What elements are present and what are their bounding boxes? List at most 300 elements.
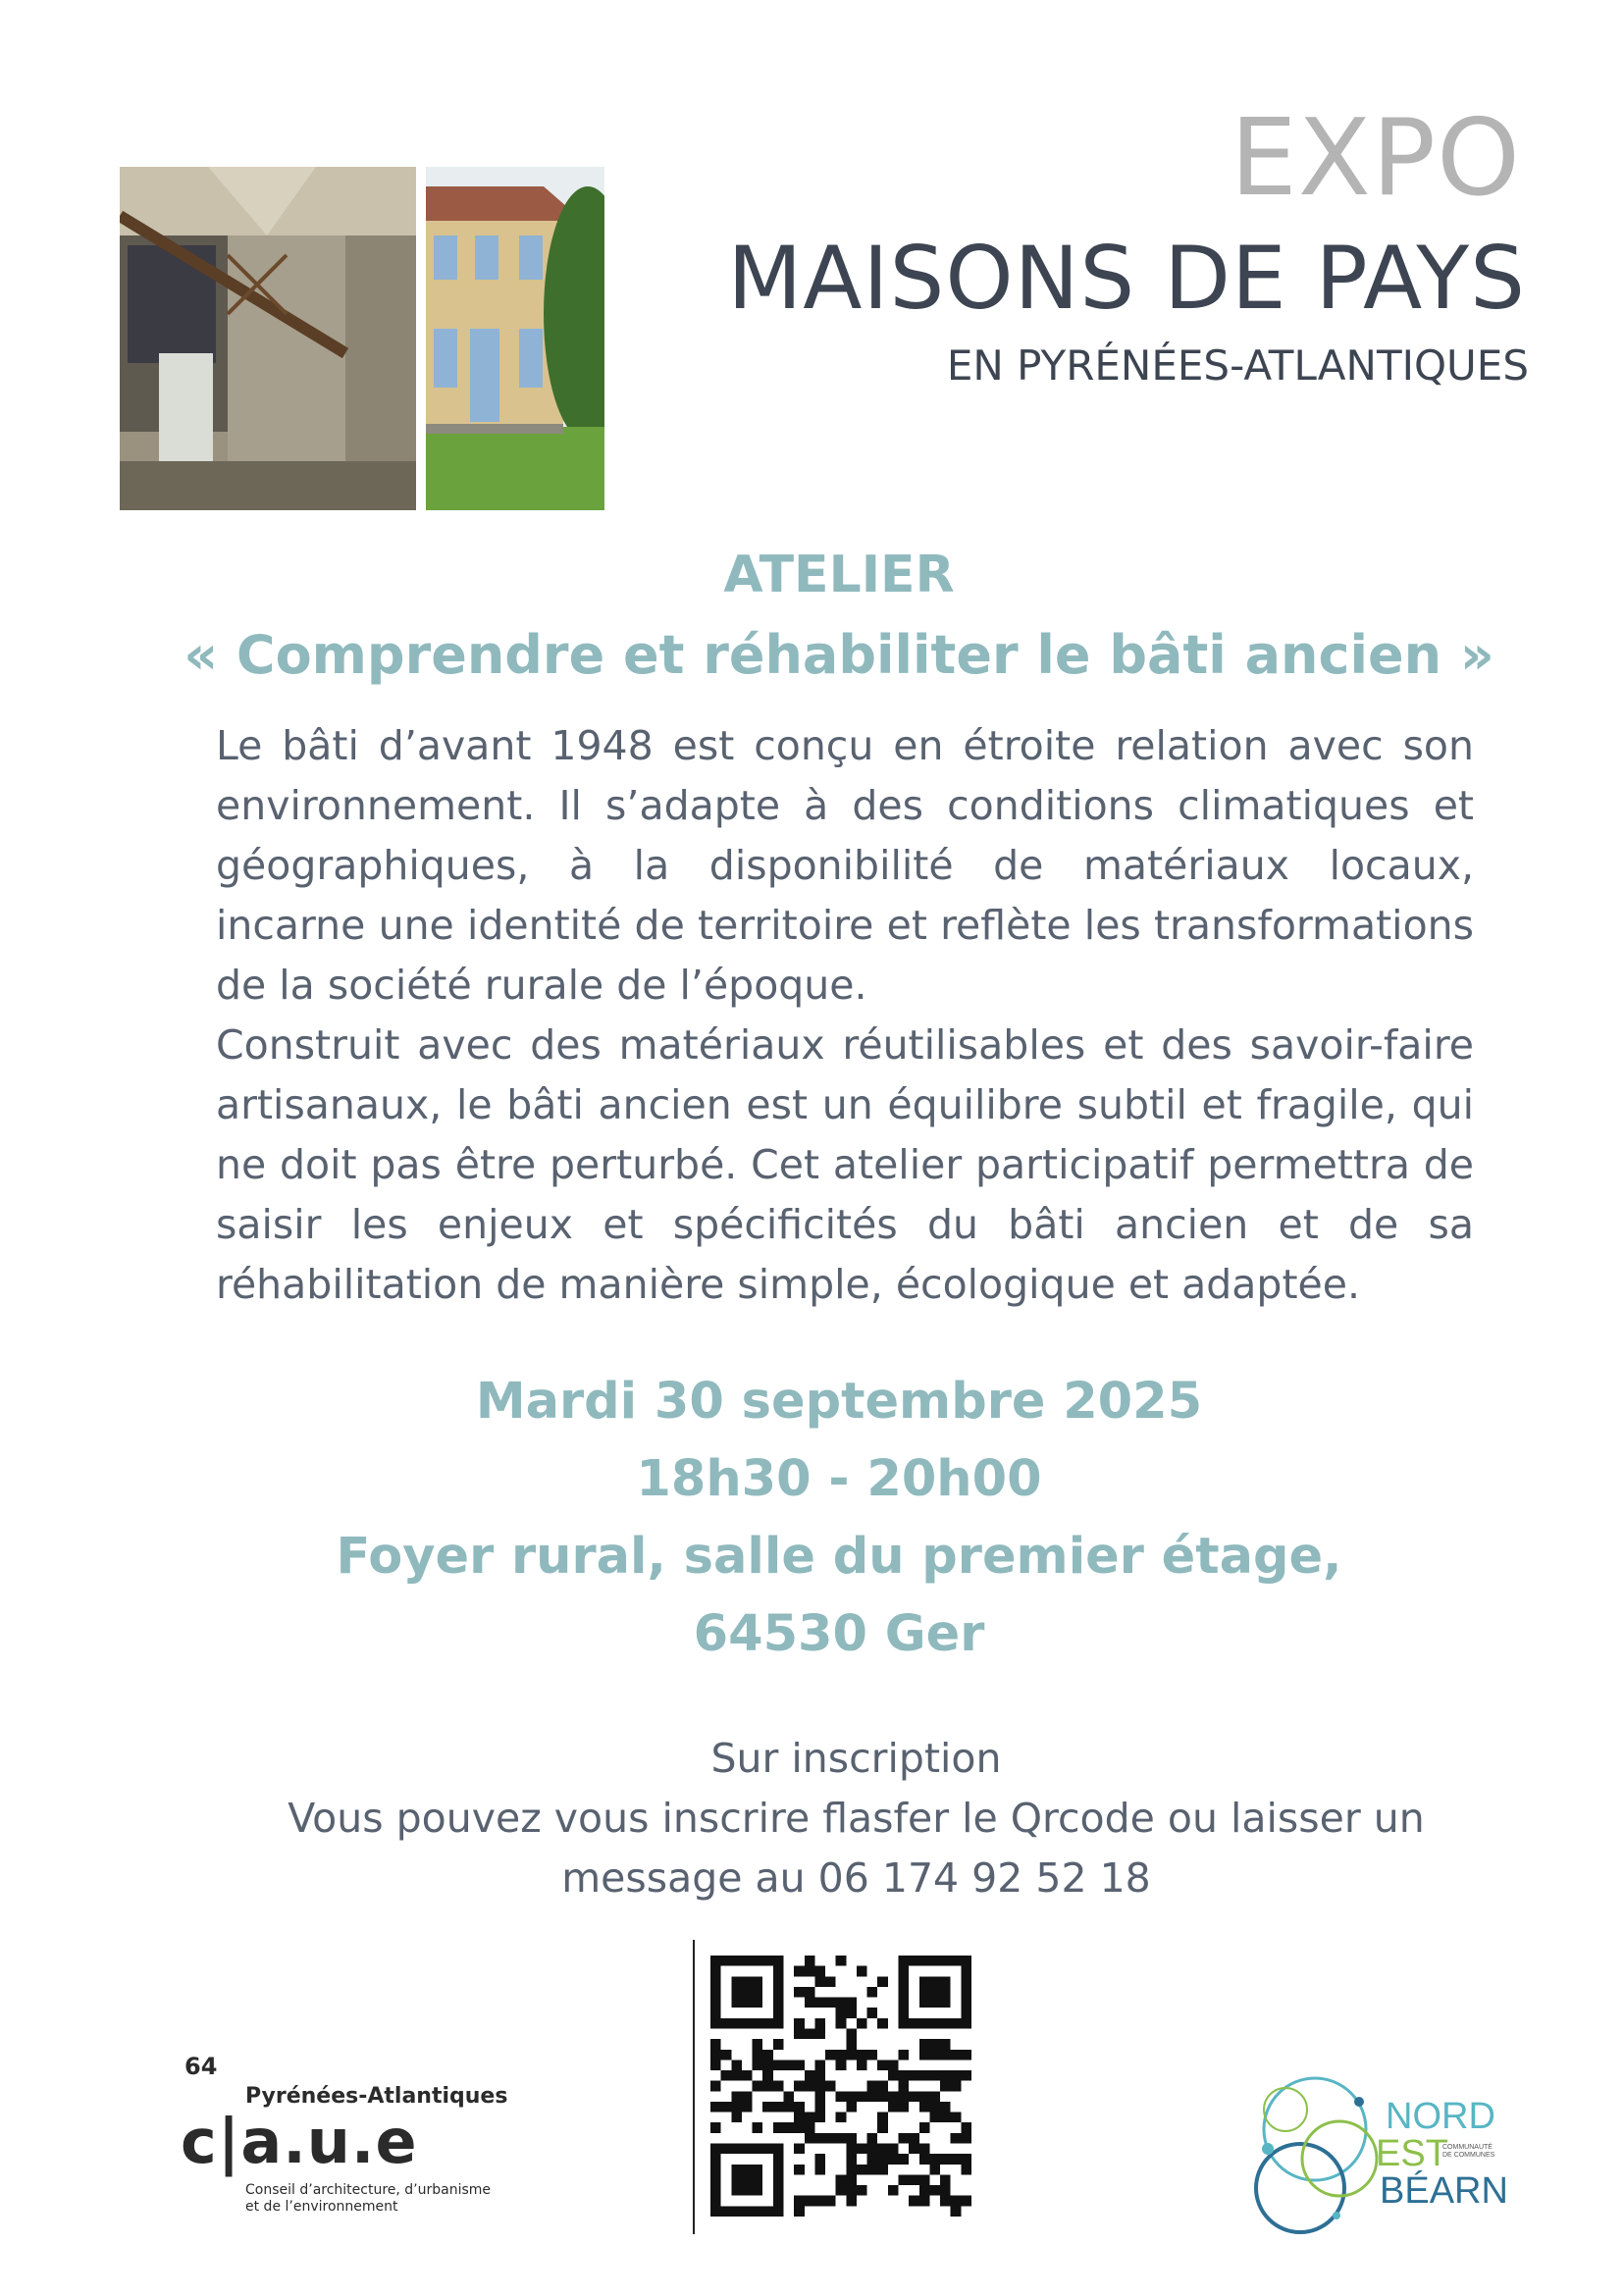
qr-module (940, 2196, 951, 2207)
qr-module (909, 2144, 919, 2155)
qr-module (899, 2050, 910, 2061)
qr-module (731, 2174, 742, 2185)
qr-module (710, 2050, 721, 2061)
qr-module (899, 2081, 910, 2092)
qr-module (929, 2039, 940, 2050)
qr-module (773, 2165, 784, 2175)
qr-module (825, 2133, 836, 2144)
qr-module (877, 2018, 888, 2029)
qr-module (888, 2144, 899, 2155)
qr-module (888, 2060, 899, 2070)
qr-module (961, 2122, 971, 2133)
qr-module (888, 2102, 899, 2113)
qr-module (961, 2008, 971, 2018)
qr-module (929, 1976, 940, 1987)
qr-module (762, 2206, 773, 2217)
qr-module (805, 2133, 815, 2144)
qr-module (805, 2113, 815, 2123)
qr-module (951, 2081, 962, 2092)
qr-module (929, 2091, 940, 2102)
qr-module (710, 2196, 721, 2207)
qr-module (888, 2070, 899, 2081)
qr-module (929, 2165, 940, 2175)
qr-module (929, 2070, 940, 2081)
qr-module (836, 1956, 847, 1966)
qr-module (940, 2174, 951, 2185)
qr-module (846, 2154, 857, 2165)
qr-module (742, 2018, 753, 2029)
qr-module (762, 2050, 773, 2061)
qr-module (731, 2070, 742, 2081)
qr-module (919, 2154, 930, 2165)
neb-est: EST (1376, 2133, 1448, 2174)
qr-module (836, 2091, 847, 2102)
qr-module (899, 1998, 910, 2009)
qr-module (961, 1998, 971, 2009)
qr-module (899, 2174, 910, 2185)
qr-module (857, 2091, 867, 2102)
qr-module (805, 2028, 815, 2039)
event-date: Mardi 30 septembre 2025 (475, 1373, 1203, 1431)
qr-module (762, 1956, 773, 1966)
qr-module (762, 2102, 773, 2113)
qr-module (961, 1966, 971, 1977)
qr-module (814, 2028, 825, 2039)
qr-module (929, 2050, 940, 2061)
qr-module (762, 2060, 773, 2070)
qr-module (742, 2070, 753, 2081)
qr-module (710, 2008, 721, 2018)
event-place: Foyer rural, salle du premier étage, (336, 1528, 1342, 1586)
qr-module (794, 2018, 805, 2029)
qr-module (899, 1956, 910, 1966)
qr-module (783, 2102, 794, 2113)
qr-module (721, 2050, 732, 2061)
qr-module (867, 2165, 878, 2175)
qr-module (794, 1987, 805, 1998)
qr-module (867, 2050, 878, 2061)
qr-module (919, 1987, 930, 1998)
qr-module (814, 2060, 825, 2070)
qr-module (731, 2113, 742, 2123)
qr-module (961, 2018, 971, 2029)
qr-module (940, 2070, 951, 2081)
qr-module (805, 1998, 815, 2009)
qr-module (742, 2144, 753, 2155)
qr-module (742, 2165, 753, 2175)
qr-module (710, 2060, 721, 2070)
qr-module (773, 1956, 784, 1966)
qr-module (710, 2102, 721, 2113)
qr-module (773, 1966, 784, 1977)
qr-module (951, 2133, 962, 2144)
qr-module (951, 1956, 962, 1966)
qr-module (867, 2154, 878, 2165)
qr-module (857, 2018, 867, 2029)
qr-module (753, 2039, 763, 2050)
qr-module (773, 2081, 784, 2092)
qr-module (814, 2154, 825, 2165)
qr-module (836, 2174, 847, 2185)
qr-module (919, 1998, 930, 2009)
qr-module (814, 2018, 825, 2029)
qr-module (805, 2081, 815, 2092)
caue-logo (177, 2053, 530, 2229)
qr-module (814, 2165, 825, 2175)
qr-module (951, 2154, 962, 2165)
qr-module (899, 2070, 910, 2081)
qr-module (940, 2081, 951, 2092)
caue-number: 64 (184, 2053, 218, 2080)
qr-module (940, 2185, 951, 2196)
qr-module (731, 2091, 742, 2102)
qr-module (731, 1956, 742, 1966)
qr-module (929, 1987, 940, 1998)
qr-module (929, 2102, 940, 2113)
qr-module (846, 2185, 857, 2196)
qr-module (825, 1998, 836, 2009)
qr-module (753, 2144, 763, 2155)
qr-module (753, 2122, 763, 2133)
qr-module (899, 2133, 910, 2144)
qr-module (846, 2028, 857, 2039)
qr-module (794, 2028, 805, 2039)
qr-module (961, 2133, 971, 2144)
qr-module (762, 2081, 773, 2092)
qr-module (929, 2113, 940, 2123)
qr-module (846, 2133, 857, 2144)
qr-module (742, 2206, 753, 2217)
qr-module (899, 2008, 910, 2018)
qr-module (961, 2165, 971, 2175)
qr-module (919, 2174, 930, 2185)
qr-module (814, 2070, 825, 2081)
atelier-label: ATELIER (723, 546, 955, 604)
qr-module (857, 2144, 867, 2155)
qr-module (836, 2060, 847, 2070)
qr-module (710, 1987, 721, 1998)
qr-module (814, 1998, 825, 2009)
qr-module (710, 2081, 721, 2092)
qr-module (961, 1956, 971, 1966)
qr-module (794, 2144, 805, 2155)
qr-module (794, 2206, 805, 2217)
qr-module (773, 2174, 784, 2185)
qr-module (919, 2018, 930, 2029)
qr-module (762, 2018, 773, 2029)
qr-module (909, 2070, 919, 2081)
qr-module (710, 2154, 721, 2165)
qr-module (951, 2050, 962, 2061)
qr-module (919, 2039, 930, 2050)
qr-module (961, 2154, 971, 2165)
qr-module (710, 1998, 721, 2009)
qr-module (753, 2018, 763, 2029)
qr-module (794, 2122, 805, 2133)
qr-module (794, 2196, 805, 2207)
qr-module (877, 2060, 888, 2070)
qr-module (919, 2050, 930, 2061)
qr-module (867, 2008, 878, 2018)
qr-module (794, 1966, 805, 1977)
qr-module (929, 1956, 940, 1966)
qr-module (710, 1966, 721, 1977)
neb-bearn: BÉARN (1380, 2170, 1508, 2212)
qr-module (742, 2185, 753, 2196)
qr-module (836, 2018, 847, 2029)
qr-module (710, 2122, 721, 2133)
qr-module (794, 2165, 805, 2175)
qr-module (940, 1987, 951, 1998)
qr-module (909, 2018, 919, 2029)
qr-module (929, 2154, 940, 2165)
description-paragraph-1: Le bâti d’avant 1948 est conçu en étroite relation avec son environnement. Il s’adapte à des conditions climatiques et géographiques, à la disponibilité de matériaux locaux, incarne une identité de territoire et reflète les transformations de la société rurale de l’époque. (216, 722, 1474, 1009)
qr-module (846, 2091, 857, 2102)
qr-module (814, 2091, 825, 2102)
qr-module (877, 2144, 888, 2155)
page-subtitle: EN PYRÉNÉES-ATLANTIQUES (946, 341, 1529, 390)
qr-module (951, 2113, 962, 2123)
atelier-title: « Comprendre et réhabiliter le bâti ancien » (183, 624, 1494, 686)
qr-module (721, 2206, 732, 2217)
qr-module (794, 2113, 805, 2123)
caue-region: Pyrénées-Atlantiques (245, 2084, 508, 2109)
inscription-line-2: message au 06 174 92 52 18 (561, 1854, 1151, 1902)
qr-module (961, 2050, 971, 2061)
qr-module (731, 2144, 742, 2155)
qr-module (961, 2070, 971, 2081)
qr-module (877, 1976, 888, 1987)
event-city: 64530 Ger (693, 1605, 985, 1663)
qr-module (783, 2122, 794, 2133)
qr-module (731, 2185, 742, 2196)
qr-module (899, 2091, 910, 2102)
qr-module (825, 2050, 836, 2061)
qr-module (721, 1956, 732, 1966)
qr-module (753, 2206, 763, 2217)
qr-module (877, 2154, 888, 2165)
qr-code-frame[interactable] (693, 1940, 989, 2234)
qr-module (773, 2060, 784, 2070)
qr-module (710, 2165, 721, 2175)
qr-module (773, 2102, 784, 2113)
qr-module (846, 2050, 857, 2061)
qr-module (919, 2185, 930, 2196)
qr-module (753, 1987, 763, 1998)
qr-module (857, 2060, 867, 2070)
qr-module (731, 1976, 742, 1987)
qr-module (773, 2122, 784, 2133)
qr-module (742, 1976, 753, 1987)
qr-module (940, 1976, 951, 1987)
qr-module (742, 2091, 753, 2102)
qr-module (814, 1976, 825, 1987)
qr-module (773, 2008, 784, 2018)
qr-module (867, 2081, 878, 2092)
qr-module (753, 1976, 763, 1987)
qr-module (773, 2018, 784, 2029)
qr-module (909, 2174, 919, 2185)
qr-module (940, 2113, 951, 2123)
qr-module (773, 2185, 784, 2196)
qr-module (836, 2133, 847, 2144)
qr-module (710, 2174, 721, 2185)
qr-module (961, 1976, 971, 1987)
qr-module (710, 1956, 721, 1966)
qr-module (753, 1998, 763, 2009)
qr-module (825, 2196, 836, 2207)
description-paragraph-2: Construit avec des matériaux réutilisables et des savoir-faire artisanaux, le bâti ancien est un équilibre subtil et fragile, qui ne doit pas être perturbé. Cet atelier participatif permettra de saisir les enjeux et spécificités du bâti ancien et de sa réhabilitation de manière simple, écologique et adaptée. (216, 1021, 1474, 1308)
qr-module (919, 2122, 930, 2133)
qr-module (721, 2070, 732, 2081)
qr-module (742, 1956, 753, 1966)
qr-module (888, 2154, 899, 2165)
event-time: 18h30 - 20h00 (636, 1450, 1042, 1508)
qr-module (919, 2091, 930, 2102)
qr-module (877, 2122, 888, 2133)
qr-module (846, 2102, 857, 2113)
qr-module (753, 2174, 763, 2185)
qr-module (742, 1998, 753, 2009)
qr-module (951, 2206, 962, 2217)
qr-module (857, 1966, 867, 1977)
qr-module (846, 1998, 857, 2009)
qr-module (762, 2070, 773, 2081)
qr-module (867, 2133, 878, 2144)
qr-module (773, 2154, 784, 2165)
qr-module (877, 2091, 888, 2102)
qr-module (731, 1987, 742, 1998)
qr-module (731, 2206, 742, 2217)
qr-module (919, 2102, 930, 2113)
qr-module (773, 2144, 784, 2155)
qr-module (899, 2154, 910, 2165)
qr-module (742, 2174, 753, 2185)
qr-module (899, 1987, 910, 1998)
qr-module (961, 1987, 971, 1998)
qr-module (940, 1956, 951, 1966)
qr-module (846, 2174, 857, 2185)
inscription-line-1: Vous pouvez vous inscrire flasfer le Qrcode ou laisser un (288, 1795, 1425, 1842)
qr-module (710, 2185, 721, 2196)
qr-module (919, 1956, 930, 1966)
qr-module (805, 1956, 815, 1966)
qr-module (805, 2070, 815, 2081)
qr-module (753, 2081, 763, 2092)
qr-module (836, 2050, 847, 2061)
qr-module (929, 1998, 940, 2009)
qr-module (836, 2113, 847, 2123)
description (216, 716, 1474, 1315)
qr-module (919, 2070, 930, 2081)
qr-module (940, 2102, 951, 2113)
qr-module (794, 2081, 805, 2092)
qr-module (773, 2039, 784, 2050)
qr-module (899, 1976, 910, 1987)
qr-module (805, 1987, 815, 1998)
qr-module (836, 1998, 847, 2009)
qr-module (929, 2185, 940, 2196)
qr-module (753, 2165, 763, 2175)
house-photo (426, 167, 604, 510)
qr-module (836, 2008, 847, 2018)
qr-module (919, 1976, 930, 1987)
qr-module (721, 2102, 732, 2113)
caue-description-line-2: et de l’environnement (245, 2199, 398, 2215)
qr-module (783, 2091, 794, 2102)
qr-module (846, 2196, 857, 2207)
qr-module (814, 2196, 825, 2207)
qr-module (919, 2144, 930, 2155)
qr-module (805, 1966, 815, 1977)
qr-module (753, 1956, 763, 1966)
qr-module (753, 2050, 763, 2061)
qr-module (814, 1966, 825, 1977)
qr-module (773, 1998, 784, 2009)
qr-module (867, 2144, 878, 2155)
qr-module (825, 1976, 836, 1987)
qr-module (710, 2144, 721, 2155)
qr-module (867, 1987, 878, 1998)
qr-module (773, 1987, 784, 1998)
qr-module (909, 1956, 919, 1966)
neb-small (1442, 2144, 1501, 2160)
qr-module (710, 2039, 721, 2050)
qr-module (888, 2091, 899, 2102)
qr-module (731, 2018, 742, 2029)
qr-module (919, 2196, 930, 2207)
qr-module (836, 2185, 847, 2196)
qr-module (731, 2102, 742, 2113)
caue-wordmark: c|a.u.e (181, 2106, 418, 2177)
qr-module (867, 2091, 878, 2102)
qr-module (888, 2185, 899, 2196)
qr-module (857, 2185, 867, 2196)
qr-module (742, 2102, 753, 2113)
qr-module (846, 2144, 857, 2155)
nord-est-bearn-logo (1246, 2051, 1521, 2247)
qr-module (814, 2133, 825, 2144)
qr-module (846, 2008, 857, 2018)
qr-module (846, 2165, 857, 2175)
caue-description-line-1: Conseil d’architecture, d’urbanisme (245, 2182, 492, 2198)
qr-module (940, 2050, 951, 2061)
qr-module (899, 1966, 910, 1977)
interior-photo (120, 167, 416, 510)
qr-module (805, 2122, 815, 2133)
neb-small-line-2: DE COMMUNES (1442, 2152, 1495, 2159)
qr-module (773, 2196, 784, 2207)
qr-code-icon[interactable] (710, 1956, 971, 2217)
qr-module (940, 2154, 951, 2165)
expo-label: EXPO (1230, 97, 1521, 220)
qr-module (961, 2196, 971, 2207)
qr-module (951, 2196, 962, 2207)
qr-module (951, 2018, 962, 2029)
qr-module (814, 2102, 825, 2113)
qr-module (940, 2039, 951, 2050)
neb-nord: NORD (1386, 2096, 1495, 2137)
qr-module (899, 2102, 910, 2113)
qr-module (909, 2196, 919, 2207)
qr-module (814, 2113, 825, 2123)
qr-module (742, 1987, 753, 1998)
qr-module (825, 2081, 836, 2092)
qr-module (731, 2165, 742, 2175)
neb-small-line-1: COMMUNAUTÉ (1442, 2144, 1493, 2151)
qr-module (909, 2133, 919, 2144)
qr-module (773, 1976, 784, 1987)
